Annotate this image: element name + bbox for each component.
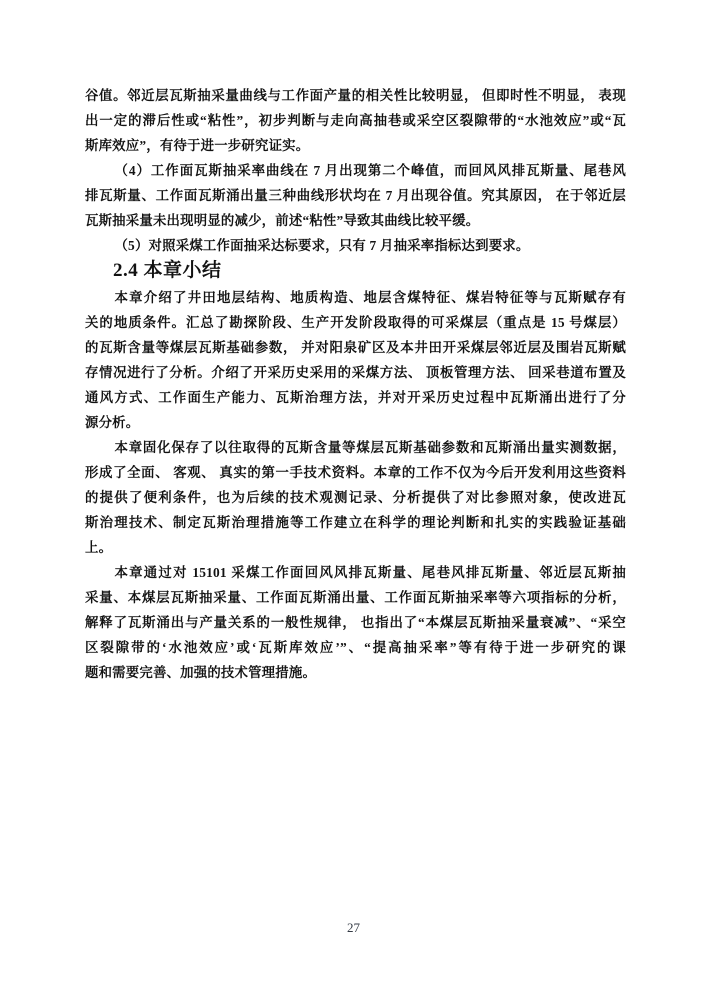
page-body — [85, 83, 626, 685]
body-line: 的瓦斯含量等煤层瓦斯基础参数， 并对阳泉矿区及本井田开采煤层邻近层及围岩瓦斯赋 — [85, 340, 626, 355]
body-line: 关的地质条件。汇总了勘探阶段、生产开发阶段取得的可采煤层（重点是 15 号煤层） — [85, 315, 626, 330]
body-line: 源分析。 — [85, 415, 140, 430]
body-line: 瓦斯抽采量未出现明显的减少，前述“粘性”导致其曲线比较平缓。 — [85, 213, 480, 228]
section-heading: 2.4 本章小结 — [113, 260, 222, 281]
page-number: 27 — [347, 920, 360, 935]
body-line: 解释了瓦斯涌出与产量关系的一般性规律， 也指出了“本煤层瓦斯抽采量衰减”、“采空 — [85, 615, 626, 630]
body-line: 斯治理技术、制定瓦斯治理措施等工作建立在科学的理论判断和扎实的实践验证基础 — [85, 515, 626, 530]
body-line: 形成了全面、 客观、 真实的第一手技术资料。本章的工作不仅为今后开发利用这些资料 — [85, 465, 626, 480]
body-line: 出一定的滞后性或“粘性”，初步判断与走向高抽巷或采空区裂隙带的“水池效应”或“瓦 — [85, 113, 626, 128]
paragraph — [85, 83, 626, 158]
body-line: 排瓦斯量、工作面瓦斯涌出量三种曲线形状均在 7 月出现谷值。究其原因， 在于邻近层 — [85, 188, 626, 203]
body-line: 谷值。邻近层瓦斯抽采量曲线与工作面产量的相关性比较明显， 但即时性不明显， 表现 — [85, 88, 626, 103]
body-line: 本章通过对 15101 采煤工作面回风风排瓦斯量、尾巷风排瓦斯量、邻近层瓦斯抽 — [114, 565, 626, 580]
paragraph — [85, 233, 626, 258]
body-line: 通风方式、工作面生产能力、瓦斯治理方法，并对开采历史过程中瓦斯涌出进行了分 — [85, 390, 626, 405]
paragraph — [85, 435, 626, 560]
paragraph — [85, 285, 626, 435]
body-line: 题和需要完善、加强的技术管理措施。 — [85, 665, 317, 680]
body-line: 本章固化保存了以往取得的瓦斯含量等煤层瓦斯基础参数和瓦斯涌出量实测数据， — [114, 440, 626, 455]
paragraph — [85, 158, 626, 233]
body-line: 采量、本煤层瓦斯抽采量、工作面瓦斯涌出量、工作面瓦斯抽采率等六项指标的分析， — [85, 590, 626, 605]
body-line: 斯库效应”，有待于进一步研究证实。 — [85, 138, 310, 153]
body-line: 上。 — [85, 540, 113, 555]
body-line: 区裂隙带的‘水池效应’或‘瓦斯库效应’”、“提高抽采率”等有待于进一步研究的课 — [85, 640, 626, 655]
body-line: 存情况进行了分析。介绍了开采历史采用的采煤方法、 顶板管理方法、 回采巷道布置及 — [85, 365, 626, 380]
body-line: 本章介绍了井田地层结构、地质构造、地层含煤特征、煤岩特征等与瓦斯赋存有 — [114, 290, 626, 305]
body-line: （5）对照采煤工作面抽采达标要求，只有 7 月抽采率指标达到要求。 — [114, 238, 530, 253]
paragraph — [85, 560, 626, 685]
body-line: （4）工作面瓦斯抽采率曲线在 7 月出现第二个峰值，而回风风排瓦斯量、尾巷风 — [114, 163, 626, 178]
body-line: 的提供了便利条件，也为后续的技术观测记录、分析提供了对比参照对象，使改进瓦 — [85, 490, 626, 505]
